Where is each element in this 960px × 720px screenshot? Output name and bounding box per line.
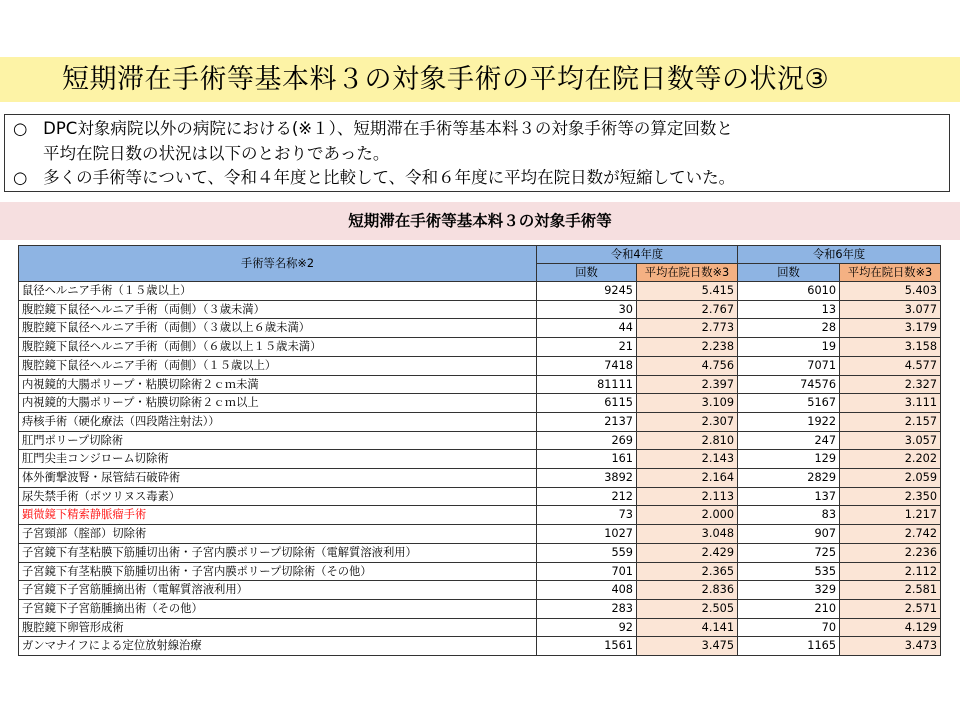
table-row [19, 637, 941, 656]
count-header: 回数 [537, 264, 637, 282]
avg-stay-r6-cell: 2.327 [840, 375, 941, 394]
bullet-1 [13, 117, 941, 142]
avg-stay-r6-cell: 2.742 [840, 525, 941, 544]
count-r4-cell: 81111 [537, 375, 637, 394]
avg-stay-r6-cell: 2.350 [840, 487, 941, 506]
procedure-name-cell: 腹腔鏡下鼠径ヘルニア手術（両側）（３歳未満） [19, 300, 537, 319]
count-r6-cell: 19 [738, 338, 840, 357]
count-r4-cell: 30 [537, 300, 637, 319]
bullet-1-line-2: 平均在院日数の状況は以下のとおりであった。 [43, 143, 390, 163]
summary-box [4, 114, 950, 192]
table-body [19, 282, 941, 656]
avg-stay-r6-cell: 2.157 [840, 412, 941, 431]
avg-stay-r6-cell: 3.077 [840, 300, 941, 319]
table-row [19, 581, 941, 600]
count-r6-cell: 725 [738, 543, 840, 562]
procedure-name-cell: 体外衝撃波腎・尿管結石破砕術 [19, 469, 537, 488]
avg-stay-r4-cell: 3.109 [637, 394, 738, 413]
table-row [19, 599, 941, 618]
bullet-2-line-1: 多くの手術等について、令和４年度と比較して、令和６年度に平均在院日数が短縮していた。 [43, 168, 736, 187]
count-r4-cell: 6115 [537, 394, 637, 413]
avg-stay-r6-cell: 3.057 [840, 431, 941, 450]
table-row [19, 356, 941, 375]
avg-stay-r4-cell: 5.415 [637, 282, 738, 301]
avg-stay-r4-cell: 2.505 [637, 599, 738, 618]
avg-stay-r6-cell: 1.217 [840, 506, 941, 525]
count-r6-cell: 1165 [738, 637, 840, 656]
procedure-name-cell: 肛門ポリープ切除術 [19, 431, 537, 450]
count-r6-cell: 247 [738, 431, 840, 450]
procedure-name-cell: 子宮鏡下子宮筋腫摘出術（その他） [19, 599, 537, 618]
count-r6-cell: 129 [738, 450, 840, 469]
count-r6-cell: 13 [738, 300, 840, 319]
count-r6-cell: 1922 [738, 412, 840, 431]
count-r6-cell: 535 [738, 562, 840, 581]
name-header: 手術等名称※2 [19, 246, 537, 282]
avg-header: 平均在院日数※3 [637, 264, 738, 282]
count-r6-cell: 28 [738, 319, 840, 338]
avg-stay-r4-cell: 2.397 [637, 375, 738, 394]
count-r4-cell: 21 [537, 338, 637, 357]
avg-stay-r4-cell: 3.475 [637, 637, 738, 656]
avg-stay-r4-cell: 2.143 [637, 450, 738, 469]
count-r4-cell: 212 [537, 487, 637, 506]
avg-stay-r6-cell: 3.158 [840, 338, 941, 357]
avg-stay-r4-cell: 4.141 [637, 618, 738, 637]
table-row [19, 506, 941, 525]
procedure-name-cell: 内視鏡的大腸ポリープ・粘膜切除術２ｃｍ未満 [19, 375, 537, 394]
count-r4-cell: 2137 [537, 412, 637, 431]
year2-header: 令和6年度 [738, 246, 941, 264]
avg-stay-r6-cell: 2.581 [840, 581, 941, 600]
avg-stay-r4-cell: 2.429 [637, 543, 738, 562]
table-row [19, 469, 941, 488]
procedure-name-cell: 内視鏡的大腸ポリープ・粘膜切除術２ｃｍ以上 [19, 394, 537, 413]
count-header: 回数 [738, 264, 840, 282]
table-row [19, 282, 941, 301]
avg-stay-r6-cell: 2.571 [840, 599, 941, 618]
bullet-2 [13, 166, 941, 191]
count-r6-cell: 5167 [738, 394, 840, 413]
avg-stay-r4-cell: 3.048 [637, 525, 738, 544]
count-r6-cell: 70 [738, 618, 840, 637]
table-row [19, 525, 941, 544]
avg-stay-r4-cell: 2.810 [637, 431, 738, 450]
avg-stay-r4-cell: 4.756 [637, 356, 738, 375]
count-r6-cell: 7071 [738, 356, 840, 375]
avg-stay-r6-cell: 2.059 [840, 469, 941, 488]
avg-stay-r4-cell: 2.836 [637, 581, 738, 600]
count-r6-cell: 210 [738, 599, 840, 618]
procedure-name-cell: 子宮頸部（腟部）切除術 [19, 525, 537, 544]
avg-stay-r4-cell: 2.307 [637, 412, 738, 431]
avg-stay-r6-cell: 2.112 [840, 562, 941, 581]
table-row [19, 300, 941, 319]
page-title: 短期滞在手術等基本料３の対象手術の平均在院日数等の状況③ [62, 64, 830, 95]
count-r4-cell: 73 [537, 506, 637, 525]
table-row [19, 618, 941, 637]
count-r4-cell: 408 [537, 581, 637, 600]
table-row [19, 319, 941, 338]
procedure-name-cell: 子宮鏡下有茎粘膜下筋腫切出術・子宮内膜ポリープ切除術（電解質溶液利用） [19, 543, 537, 562]
avg-stay-r6-cell: 4.129 [840, 618, 941, 637]
table-row [19, 450, 941, 469]
avg-stay-r6-cell: 2.202 [840, 450, 941, 469]
procedure-name-cell: 子宮鏡下有茎粘膜下筋腫切出術・子宮内膜ポリープ切除術（その他） [19, 562, 537, 581]
avg-stay-r6-cell: 3.473 [840, 637, 941, 656]
count-r6-cell: 83 [738, 506, 840, 525]
table-row [19, 487, 941, 506]
avg-stay-r4-cell: 2.164 [637, 469, 738, 488]
procedure-name-cell: 腹腔鏡下鼠径ヘルニア手術（両側）（１５歳以上） [19, 356, 537, 375]
avg-stay-r6-cell: 4.577 [840, 356, 941, 375]
count-r6-cell: 6010 [738, 282, 840, 301]
count-r6-cell: 2829 [738, 469, 840, 488]
count-r4-cell: 9245 [537, 282, 637, 301]
avg-stay-r6-cell: 3.111 [840, 394, 941, 413]
procedure-name-cell: 鼠径ヘルニア手術（１５歳以上） [19, 282, 537, 301]
bullet-mark: ○ [13, 168, 28, 187]
procedure-name-cell: 痔核手術（硬化療法（四段階注射法）） [19, 412, 537, 431]
count-r6-cell: 137 [738, 487, 840, 506]
count-r4-cell: 7418 [537, 356, 637, 375]
bullet-mark: ○ [13, 119, 28, 138]
count-r4-cell: 283 [537, 599, 637, 618]
avg-stay-r4-cell: 2.767 [637, 300, 738, 319]
count-r4-cell: 44 [537, 319, 637, 338]
table-row [19, 431, 941, 450]
avg-header: 平均在院日数※3 [840, 264, 941, 282]
count-r4-cell: 3892 [537, 469, 637, 488]
count-r6-cell: 74576 [738, 375, 840, 394]
avg-stay-r4-cell: 2.113 [637, 487, 738, 506]
table-row [19, 375, 941, 394]
table-row [19, 394, 941, 413]
count-r4-cell: 559 [537, 543, 637, 562]
count-r6-cell: 907 [738, 525, 840, 544]
count-r4-cell: 92 [537, 618, 637, 637]
surgery-table [18, 245, 941, 656]
count-r4-cell: 1561 [537, 637, 637, 656]
avg-stay-r6-cell: 5.403 [840, 282, 941, 301]
procedure-name-cell: ガンマナイフによる定位放射線治療 [19, 637, 537, 656]
table-row [19, 562, 941, 581]
procedure-name-cell: 腹腔鏡下卵管形成術 [19, 618, 537, 637]
count-r4-cell: 1027 [537, 525, 637, 544]
procedure-name-cell: 尿失禁手術（ボツリヌス毒素） [19, 487, 537, 506]
procedure-name-cell: 顕微鏡下精索静脈瘤手術 [19, 506, 537, 525]
count-r4-cell: 269 [537, 431, 637, 450]
section-title: 短期滞在手術等基本料３の対象手術等 [348, 212, 612, 230]
procedure-name-cell: 子宮鏡下子宮筋腫摘出術（電解質溶液利用） [19, 581, 537, 600]
procedure-name-cell: 腹腔鏡下鼠径ヘルニア手術（両側）（６歳以上１５歳未満） [19, 338, 537, 357]
year1-header: 令和4年度 [537, 246, 738, 264]
table-row [19, 543, 941, 562]
table-row [19, 338, 941, 357]
avg-stay-r4-cell: 2.000 [637, 506, 738, 525]
table-row [19, 412, 941, 431]
count-r4-cell: 161 [537, 450, 637, 469]
count-r4-cell: 701 [537, 562, 637, 581]
avg-stay-r4-cell: 2.773 [637, 319, 738, 338]
avg-stay-r4-cell: 2.238 [637, 338, 738, 357]
count-r6-cell: 329 [738, 581, 840, 600]
header-row-years [19, 246, 941, 264]
procedure-name-cell: 腹腔鏡下鼠径ヘルニア手術（両側）（３歳以上６歳未満） [19, 319, 537, 338]
procedure-name-cell: 肛門尖圭コンジローム切除術 [19, 450, 537, 469]
bullet-1-line-1: DPC対象病院以外の病院における(※１）、短期滞在手術等基本料３の対象手術等の算定回数と [43, 119, 733, 138]
avg-stay-r4-cell: 2.365 [637, 562, 738, 581]
avg-stay-r6-cell: 2.236 [840, 543, 941, 562]
avg-stay-r6-cell: 3.179 [840, 319, 941, 338]
